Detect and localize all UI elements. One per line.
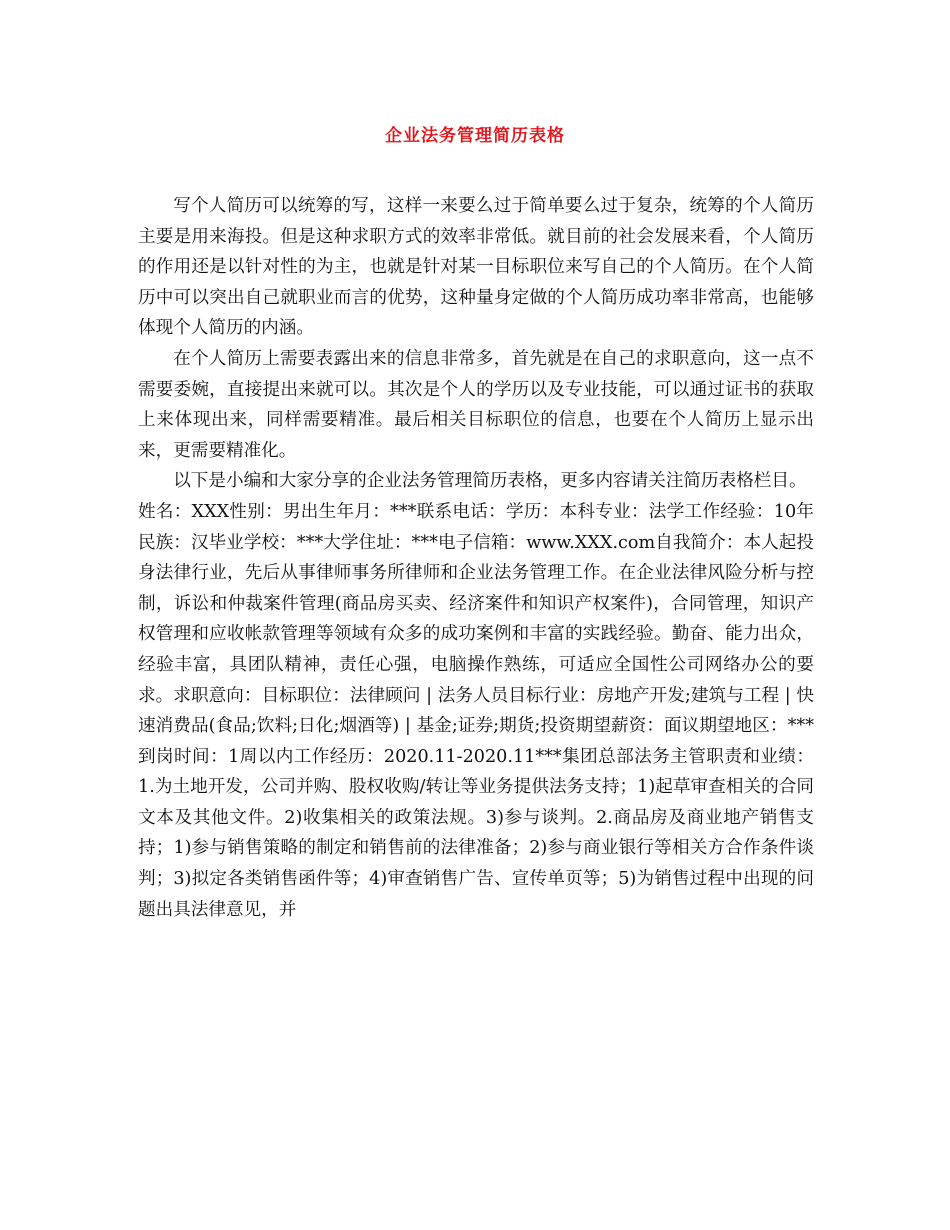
body-paragraph-3: 以下是小编和大家分享的企业法务管理简历表格，更多内容请关注简历表格栏目。 — [173, 471, 807, 492]
body-paragraph-1: 写个人简历可以统筹的写，这样一来要么过于简单要么过于复杂，统筹的个人简历主要是用来海投。但是这种求职方式的效率非常低。就目前的社会发展来看，个人简历的作用还是以针对性的为主，也就是针对某一目标职位来写自己的个人简历。在个人简历中可以突出自己就职业而言的优势，这种量身定做的个人简历成功率非常高，也能够体现个人简历的内涵。 — [138, 196, 814, 339]
resume-details-paragraph: 姓名：XXX性别：男出生年月：***联系电话：学历：本科专业：法学工作经验：10年民族：汉毕业学校：***大学住址：***电子信箱：www.XXX.com自我简介：本人起投身法律行业，先后从事律师事务所律师和企业法务管理工作。在企业法律风险分析与控制，诉讼和仲裁案件管理(商品房买卖、经济案件和知识产权案件)，合同管理，知识产权管理和应收帐款管理等领域有众多的成功案例和丰富的实践经验。勤奋、能力出众，经验丰富，具团队精神，责任心强，电脑操作熟练，可适应全国性公司网络办公的要求。求职意向：目标职位：法律顾问 | 法务人员目标行业：房地产开发;建筑与工程 | 快速消费品(食品;饮料;日化;烟酒等) | 基金;证券;期货;投资期望薪资：面议期望地区：***到岗时间：1周以内工作经历：2020.11-2020.11***集团总部法务主管职责和业绩：1.为土地开发，公司并购、股权收购/转让等业务提供法务支持；1)起草审查相关的合同文本及其他文件。2)收集相关的政策法规。3)参与谈判。2.商品房及商业地产销售支持；1)参与销售策略的制定和销售前的法律准备；2)参与商业银行等相关方合作条件谈判；3)拟定各类销售函件等；4)审查销售广告、宣传单页等；5)为销售过程中出现的问题出具法律意见，并 — [138, 501, 814, 920]
document-body — [138, 191, 814, 925]
document-title: 企业法务管理简历表格 — [385, 126, 565, 146]
body-paragraph-2: 在个人简历上需要表露出来的信息非常多，首先就是在自己的求职意向，这一点不需要委婉，直接提出来就可以。其次是个人的学历以及专业技能，可以通过证书的获取上来体现出来，同样需要精准。最后相关目标职位的信息，也要在个人简历上显示出来，更需要精准化。 — [138, 348, 814, 461]
